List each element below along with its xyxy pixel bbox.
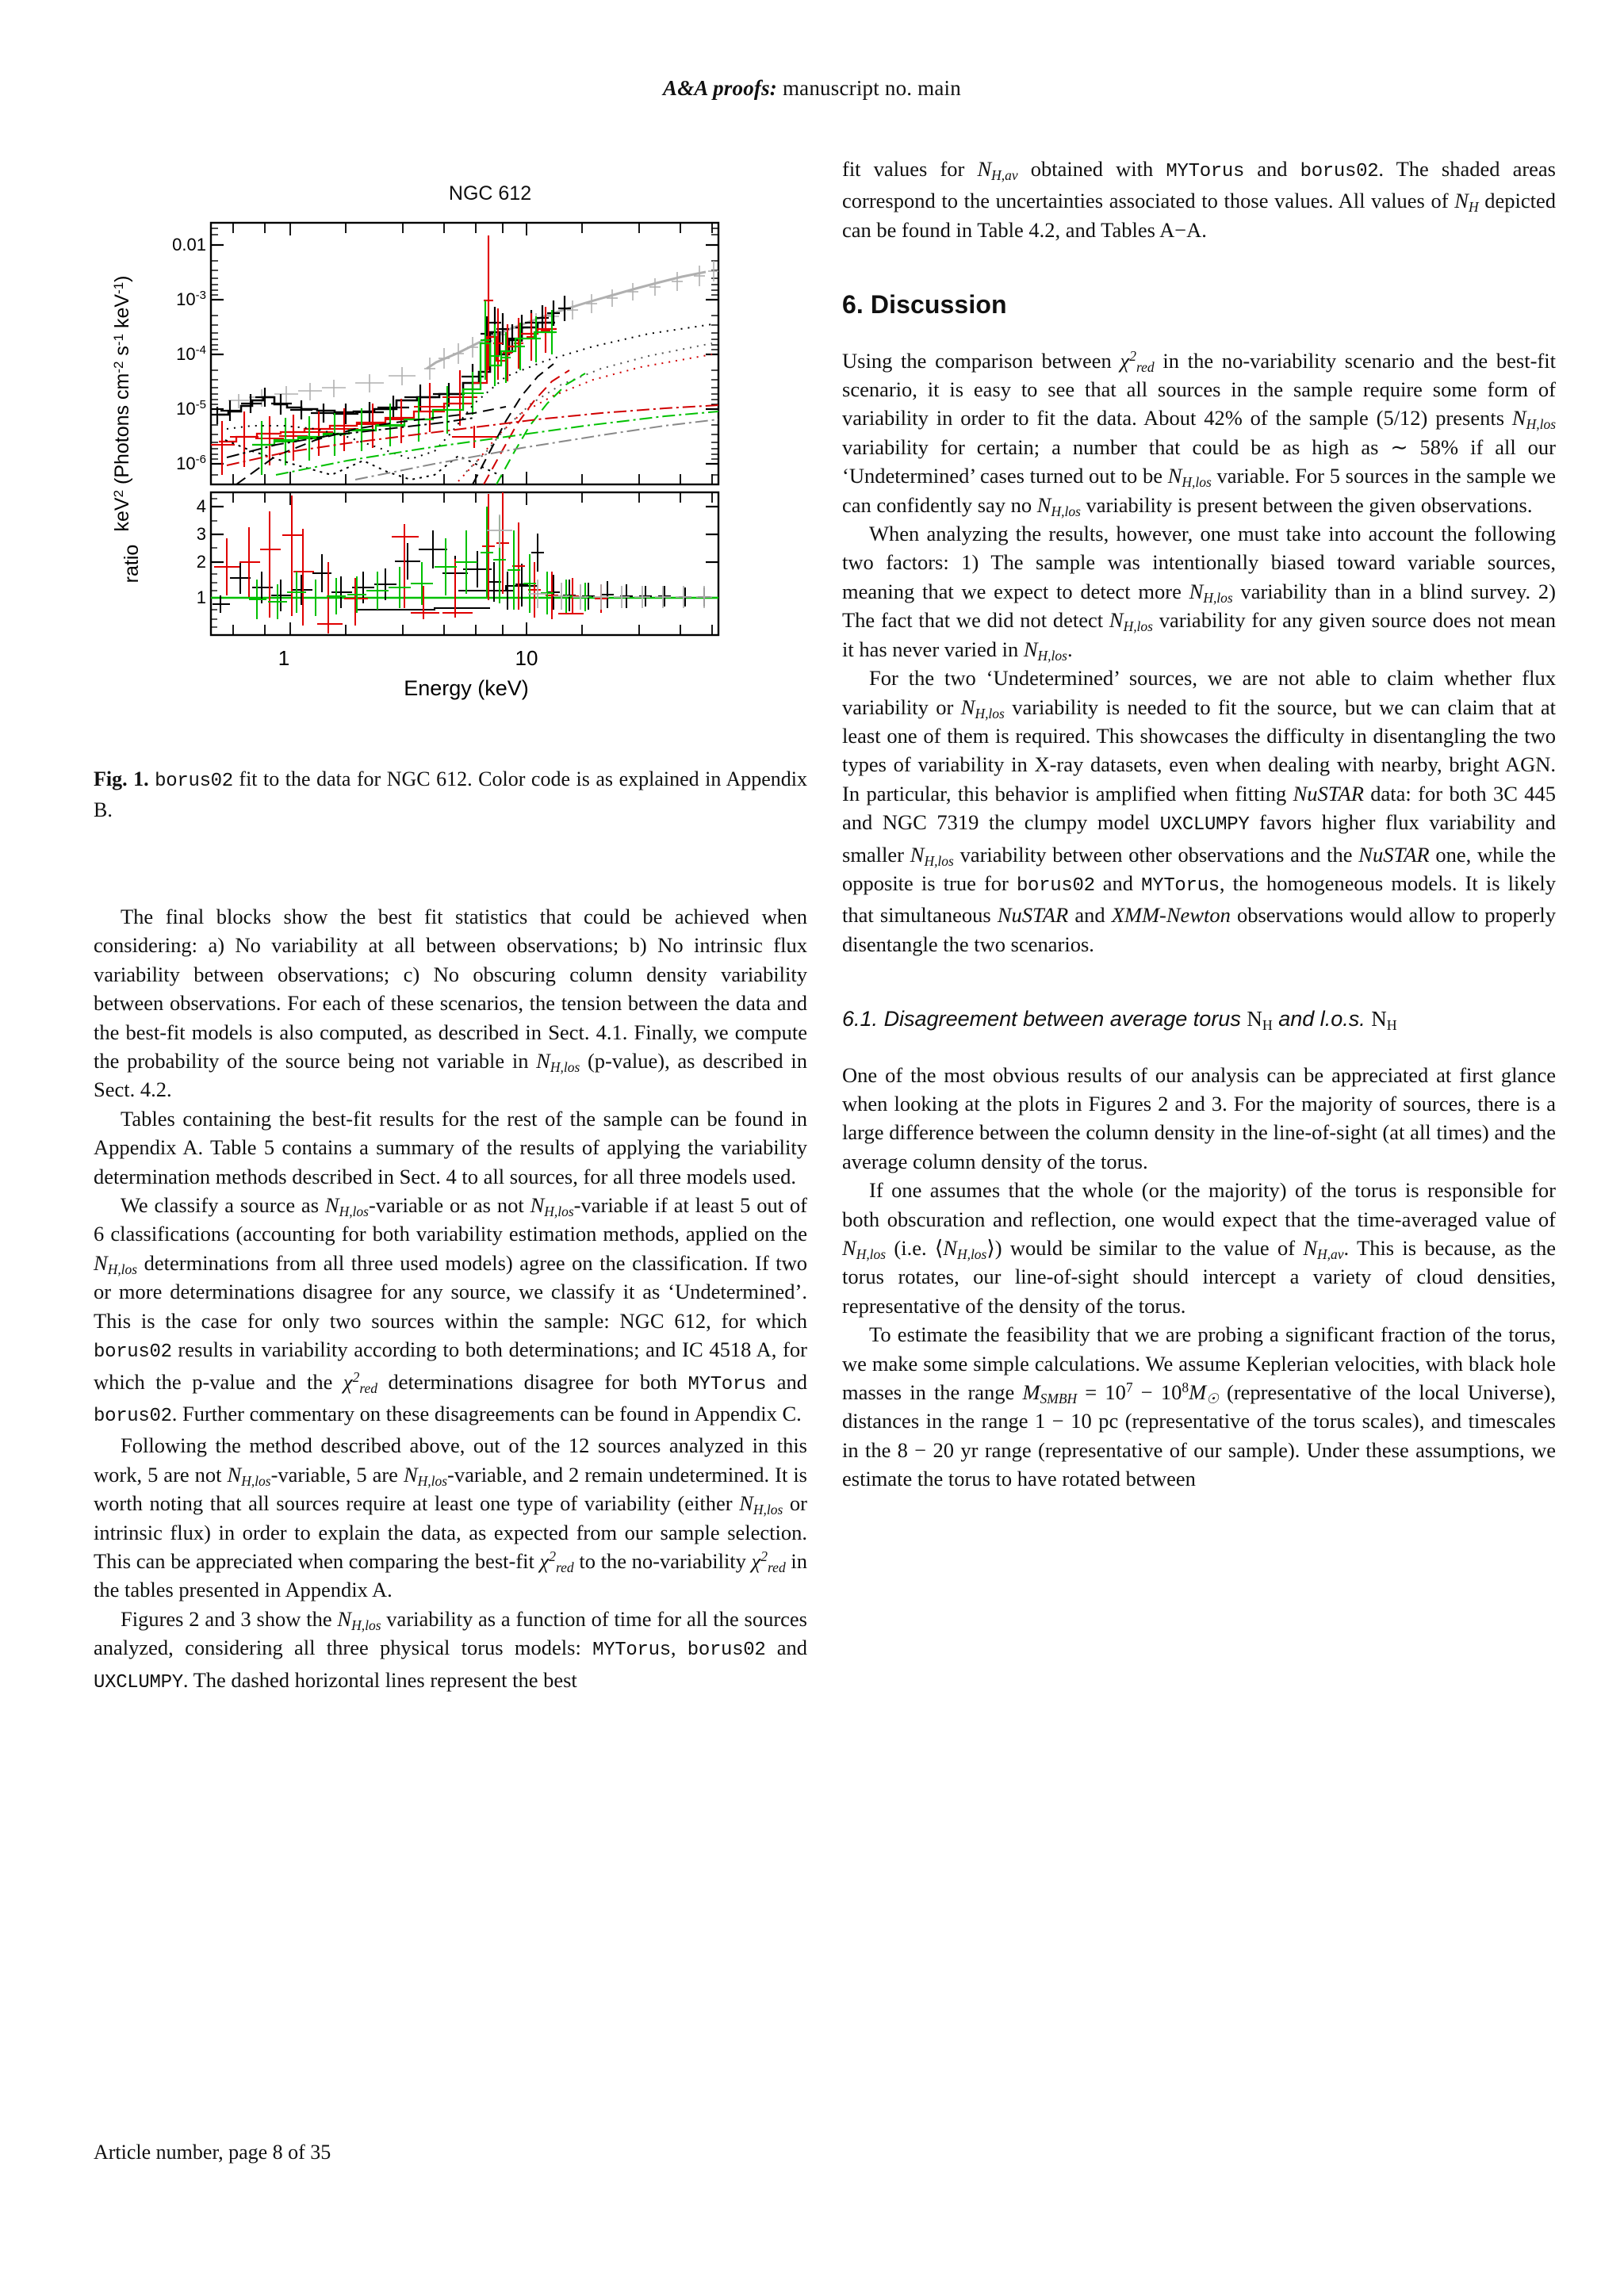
math-nhlos: $N_{H,los}$ xyxy=(227,1462,271,1489)
svg-text:10-6: $10^{-6}$ xyxy=(176,453,206,473)
model-dashed-green xyxy=(496,373,585,484)
math-chired: $\chi^2_{red}$ xyxy=(751,1548,786,1575)
paragraph-figures-2-3: Figures 2 and 3 show the $N_{H,los}$ variability as a function of time for all the sources analyzed, considering all three physical torus models: MYTorus, borus02 and UXCLUMPY. The dashed horizontal lines represent the best xyxy=(94,1606,807,1693)
ratio-grey xyxy=(487,515,712,610)
subsection-heading-6-1 xyxy=(842,1004,1556,1033)
math-nh: $N_H$ xyxy=(1247,1007,1273,1034)
series-green-errorbars xyxy=(252,300,557,475)
math-nhlos: $N_{H,los}$ xyxy=(739,1491,783,1518)
model-dotted-soft xyxy=(225,440,506,480)
top-panel-data xyxy=(211,235,719,484)
svg-text:2: 2 xyxy=(196,552,206,572)
math-nhlos: $N_{H,los}$ xyxy=(1189,579,1233,606)
figure-caption-text: fit to the data for NGC 612. Color code is as explained in Appendix B. xyxy=(94,767,808,821)
code-mytorus: MYTorus xyxy=(592,1640,671,1662)
math-nhlos: $N_{H,los}$ xyxy=(337,1606,381,1633)
section-number: 6. xyxy=(842,290,864,320)
math-chired: $\chi^2_{red}$ xyxy=(539,1548,574,1575)
math-nhlos: $N_{H,los}$ xyxy=(94,1250,138,1277)
figure-caption-code: borus02 xyxy=(155,771,233,792)
svg-text:10-5: $10^{-5}$ xyxy=(176,398,206,419)
code-nustar: NuSTAR xyxy=(1293,781,1364,806)
code-borus02: borus02 xyxy=(1016,874,1095,897)
paragraph-if-one-assumes: If one assumes that the whole (or the majority) of the torus is responsible for both obscuration and reflection, one would expect that the time-averaged value of $N_{H,los}$ (i.e. $⟨N_{H,los}⟩$) would be similar to the value of $N_{H,av}$. This is because, as the torus rotates, our line-of-sight should intercept a variety of cloud densities, representative of the density of the torus. xyxy=(842,1178,1556,1318)
page-footer: Article number, page 8 of 35 xyxy=(94,2141,331,2164)
math-nhlos: $N_{H,los}$ xyxy=(536,1049,580,1075)
math-msun: $M_☉$ xyxy=(1189,1380,1219,1406)
math-msmbh: $M_{SMBH}$ xyxy=(1022,1380,1078,1406)
y-minor-ticks-top xyxy=(211,228,718,475)
math-nhlos: $N_{H,los}$ xyxy=(1511,406,1556,433)
model-dashdot-grey xyxy=(355,419,718,480)
running-head-manuscript: manuscript no. main xyxy=(782,76,961,100)
paragraph-following-method: Following the method described above, out of the 12 sources analyzed in this work, 5 are not $N_{H,los}$-variable, 5 are $N_{H,los}$-variable, and 2 remain undetermined. It is worth noting that all sources require at least one type of variability (either $N_{H,los}$ or intrinsic flux) in order to explain the data, as expected from our sample selection. This can be appreciated when comparing the best-fit $\chi^2_{red}$ to the no-variability $\chi^2_{red}$ in the tables presented in Appendix A. xyxy=(94,1433,808,1602)
svg-text:10-4: $10^{-4}$ xyxy=(176,343,206,364)
svg-text:3: 3 xyxy=(196,524,206,544)
left-column xyxy=(94,902,807,1697)
math-nhlos: $N_{H,los}$ xyxy=(943,1236,987,1262)
code-nustar: NuSTAR xyxy=(1358,842,1430,867)
y-ticks-bottom xyxy=(211,507,718,598)
math-mass-range: = $10^7 - 10^8$ xyxy=(1077,1379,1189,1405)
code-xmm: XMM-Newton xyxy=(1111,903,1231,928)
section-heading-discussion xyxy=(842,290,1556,319)
y-axis-ticklabels-bottom xyxy=(197,496,206,607)
ratio-panel-data xyxy=(211,492,718,633)
code-borus02: borus02 xyxy=(94,1341,172,1364)
math-nhlos: $N_{H,los}$ xyxy=(530,1193,574,1219)
code-nustar: NuSTAR xyxy=(997,903,1069,928)
code-mytorus: MYTorus xyxy=(1141,874,1220,897)
paragraph-tables: Tables containing the best-fit results for the rest of the sample can be found in Appendix A. Table 5 contains a summary of the results of applying the variability determination methods described in Sect. 4 to all sources, for all three models used. xyxy=(94,1106,807,1188)
svg-text:1: 1 xyxy=(196,587,206,607)
code-borus02: borus02 xyxy=(1300,161,1379,182)
code-uxclumpy: UXCLUMPY xyxy=(94,1671,183,1693)
svg-text:4: 4 xyxy=(196,496,206,516)
math-nhlos: $N_{H,los}$ xyxy=(1109,608,1153,635)
figure-1 xyxy=(94,182,807,705)
paragraph-to-estimate: To estimate the feasibility that we are probing a significant fraction of the torus, we make some simple calculations. We assume Keplerian velocities, with black hole masses in the range $M_{SMBH} = 10^7 - 10^8M_☉$ (representative of the local Universe), distances in the range 1 − 10 pc (representative of the torus scales), and timescales in the 8 − 20 yr range (representative of our sample). Under these assumptions, we estimate the torus to have rotated between xyxy=(842,1322,1556,1491)
math-nhlos: $N_{H,los}$ xyxy=(403,1462,448,1489)
math-nhav: $N_{H,av}$ xyxy=(1303,1236,1344,1262)
paragraph-using-comparison: Using the comparison between $\chi^2_{red}$ in the no-variability scenario and the best-fit scenario, it is easy to see that all sources in the sample require some form of variability in order to fit the data. About 42% of the sample (5/12) presents $N_{H,los}$ variability for certain; a number that could be as high as ∼ 58% if all our ‘Undetermined’ cases turned out to be $N_{H,los}$ variable. For 5 sources in the sample we can confidently say no $N_{H,los}$ variability is present between the given observations. xyxy=(842,347,1556,519)
math-nhlos: $N_{H,los}$ xyxy=(1167,464,1212,491)
paragraph-undetermined-sources: For the two ‘Undetermined’ sources, we are not able to claim whether flux variability or $N_{H,los}$ variability is needed to fit the source, but we can claim that at least one of them is required. This showcases the difficulty in disentangling the two types of variability in X-ray datasets, even when dealing with nearby, bright AGN. In particular, this behavior is amplified when fitting NuSTAR data: for both 3C 445 and NGC 7319 the clumpy model UXCLUMPY favors higher flux variability and smaller $N_{H,los}$ variability between other observations and the NuSTAR one, while the opposite is true for borus02 and MYTorus, the homogeneous models. It is likely that simultaneous NuSTAR and XMM-Newton observations would allow to properly disentangle the two scenarios. xyxy=(842,666,1557,956)
svg-text:0.01: 0.01 xyxy=(172,235,206,254)
math-nhlos: $N_{H,los}$ xyxy=(842,1236,887,1262)
running-head-journal: A&A proofs: xyxy=(663,76,777,100)
paragraph-final-blocks: The final blocks show the best fit statistics that could be achieved when considering: a) No variability at all between observations; b) No intrinsic flux variability between observations; c) No obscuring column density variability between observations. For each of these scenarios, the tension between the data and the best-fit models is also computed, as described in Sect. 4.1. Finally, we compute the probability of the source being not variable in $N_{H,los}$ (p-value), as described in Sect. 4.2. xyxy=(94,905,807,1102)
x-tick-label-10: 10 xyxy=(515,646,538,670)
paragraph-caption-continued: fit values for $N_{H,av}$ obtained with MYTorus and borus02. The shaded areas correspond to the uncertainties associated to those values. All values of $N_H$ depicted can be found in Table 4.2, and Tables A−A. xyxy=(842,157,1556,242)
math-nhav: $N_{H,av}$ xyxy=(977,157,1018,183)
y-axis-label-bottom: ratio xyxy=(121,544,143,584)
right-column xyxy=(842,155,1556,1494)
subsection-number: 6.1. xyxy=(842,1007,879,1031)
math-nhlos: $N_{H,los}$ xyxy=(910,842,954,869)
spectrum-plot xyxy=(94,213,752,705)
series-grey-errorbars xyxy=(424,261,719,380)
x-axis-label: Energy (keV) xyxy=(404,676,529,700)
svg-text:10-3: $10^{-3}$ xyxy=(176,289,206,309)
section-title: Discussion xyxy=(870,290,1007,320)
ratio-red xyxy=(214,492,607,633)
code-mytorus: MYTorus xyxy=(1166,161,1245,182)
code-uxclumpy: UXCLUMPY xyxy=(1159,814,1250,836)
y-axis-ticklabels-top xyxy=(172,235,206,473)
figure-title: NGC 612 xyxy=(448,182,532,205)
figure-caption xyxy=(94,765,807,825)
math-nh: $N_H$ xyxy=(1454,189,1479,216)
paragraph-when-analyzing: When analyzing the results, however, one must take into account the following two factors: 1) The sample was intentionally biased toward variable sources, meaning that we expect to detect more $N_{H,los}$ variability than in a blind survey. 2) The fact that we did not detect $N_{H,los}$ variability for any given source does not mean it has never varied in $N_{H,los}$. xyxy=(842,522,1556,664)
math-nhlos: $N_{H,los}$ xyxy=(1036,492,1081,519)
paragraph-classify: We classify a source as $N_{H,los}$-variable or as not $N_{H,los}$-variable if at least 5 out of 6 classifications (accounting for both variability estimation methods, applied on the $N_{H,los}$ determinations from all three used models) agree on the classification. If two or more determinations disagree for any source, we classify it as ‘Undetermined’. This is the case for only two sources within the sample: NGC 612, for which borus02 results in variability according to both determinations; and IC 4518 A, for which the p-value and the $\chi^2_{red}$ determinations disagree for both MYTorus and borus02. Further commentary on these disagreements can be found in Appendix C. xyxy=(94,1193,808,1427)
x-tick-label-1: 1 xyxy=(278,646,290,670)
code-borus02: borus02 xyxy=(687,1640,766,1662)
subsection-title-part-a: Disagreement between average torus xyxy=(883,1007,1247,1031)
subsection-title-part-b: and l.o.s. xyxy=(1272,1007,1372,1031)
math-nhlos: $N_{H,los}$ xyxy=(960,695,1005,721)
running-head xyxy=(0,76,1624,101)
model-dashed-red xyxy=(484,370,569,484)
spectrum-svg xyxy=(94,213,752,705)
math-nhlos: $N_{H,los}$ xyxy=(324,1193,369,1219)
code-mytorus: MYTorus xyxy=(688,1373,767,1395)
figure-caption-label: Fig. 1. xyxy=(94,767,149,790)
top-panel-frame xyxy=(211,223,718,484)
y-axis-label-top: keV$^2$ (Photons $cm^{-2}$ $s^{-1}$ keV$^{-1}$) xyxy=(111,275,133,532)
math-chired: $\chi^2_{red}$ xyxy=(343,1368,378,1396)
math-nhlos: $N_{H,los}$ xyxy=(1023,637,1067,664)
paragraph-most-obvious: One of the most obvious results of our analysis can be appreciated at first glance when looking at the plots in Figures 2 and 3. For the majority of sources, there is a large difference between the column density in the line-of-sight (at all times) and the average column density of the torus. xyxy=(842,1062,1556,1173)
math-nh: $N_H$ xyxy=(1371,1007,1397,1034)
code-borus02: borus02 xyxy=(94,1405,172,1427)
ratio-black xyxy=(213,530,710,613)
series-grey-soft xyxy=(228,367,416,408)
y-ticks-top xyxy=(211,245,718,464)
ratio-green xyxy=(249,507,592,619)
model-dashed-black-2 xyxy=(473,364,553,484)
math-chired-italic: $\chi^2_{red}$ xyxy=(1120,347,1155,375)
